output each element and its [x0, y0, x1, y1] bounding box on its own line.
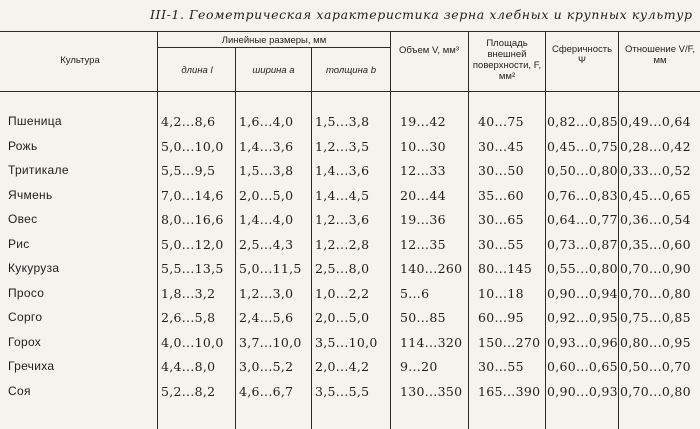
header-crop: Культура — [60, 55, 100, 66]
area-cell: 60...95 — [478, 310, 524, 325]
crop-cell: Сорго — [8, 310, 43, 324]
volume-cell: 5...6 — [400, 286, 430, 301]
length-cell: 7,0...14,6 — [161, 188, 224, 203]
ratio-cell: 0,70...0,80 — [620, 286, 691, 301]
area-cell: 30...55 — [478, 237, 524, 252]
ratio-cell: 0,70...0,90 — [620, 261, 691, 276]
table-title: III-1. Геометрическая характеристика зерна хлебных и крупных культур — [150, 7, 693, 22]
crop-cell: Кукуруза — [8, 261, 60, 275]
ratio-cell: 0,75...0,85 — [620, 310, 691, 325]
crop-cell: Просо — [8, 286, 45, 300]
width-cell: 1,6...4,0 — [239, 114, 294, 129]
length-cell: 4,4...8,0 — [161, 359, 216, 374]
volume-cell: 12...33 — [400, 163, 446, 178]
width-cell: 3,7...10,0 — [239, 335, 302, 350]
sphericity-cell: 0,60...0,65 — [547, 359, 618, 374]
header-bottom-rule — [0, 91, 700, 92]
header-ratio: Отношение V/F, мм — [624, 44, 696, 66]
ratio-cell: 0,49...0,64 — [620, 114, 691, 129]
area-cell: 150...270 — [478, 335, 541, 350]
volume-cell: 140...260 — [400, 261, 463, 276]
width-cell: 1,5...3,8 — [239, 163, 294, 178]
crop-cell: Горох — [8, 335, 42, 349]
thickness-cell: 2,0...4,2 — [315, 359, 370, 374]
sphericity-cell: 0,55...0,80 — [547, 261, 618, 276]
header-sphericity: Сферичность Ψ — [551, 44, 613, 66]
length-cell: 5,5...9,5 — [161, 163, 216, 178]
area-cell: 30...55 — [478, 359, 524, 374]
ratio-cell: 0,80...0,95 — [620, 335, 691, 350]
area-cell: 30...45 — [478, 139, 524, 154]
volume-cell: 12...35 — [400, 237, 446, 252]
width-cell: 2,5...4,3 — [239, 237, 294, 252]
volume-cell: 114...320 — [400, 335, 463, 350]
sphericity-cell: 0,90...0,94 — [547, 286, 618, 301]
col-divider — [311, 48, 312, 429]
thickness-cell: 1,0...2,2 — [315, 286, 370, 301]
sphericity-cell: 0,50...0,80 — [547, 163, 618, 178]
ratio-cell: 0,45...0,65 — [620, 188, 691, 203]
thickness-cell: 3,5...5,5 — [315, 384, 370, 399]
col-divider — [545, 32, 546, 429]
top-rule — [0, 31, 700, 32]
sphericity-cell: 0,73...0,87 — [547, 237, 618, 252]
width-cell: 1,2...3,0 — [239, 286, 294, 301]
col-divider — [468, 32, 469, 429]
length-cell: 4,0...10,0 — [161, 335, 224, 350]
crop-cell: Тритикале — [8, 163, 69, 177]
width-cell: 1,4...3,6 — [239, 139, 294, 154]
col-divider — [157, 32, 158, 429]
crop-cell: Пшеница — [8, 114, 62, 128]
volume-cell: 20...44 — [400, 188, 446, 203]
length-cell: 4,2...8,6 — [161, 114, 216, 129]
sphericity-cell: 0,76...0,83 — [547, 188, 618, 203]
crop-cell: Овес — [8, 212, 38, 226]
sphericity-cell: 0,93...0,96 — [547, 335, 618, 350]
area-cell: 40...75 — [478, 114, 524, 129]
width-cell: 2,0...5,0 — [239, 188, 294, 203]
ratio-cell: 0,28...0,42 — [620, 139, 691, 154]
length-cell: 8,0...16,6 — [161, 212, 224, 227]
volume-cell: 10...30 — [400, 139, 446, 154]
length-cell: 5,2...8,2 — [161, 384, 216, 399]
ratio-cell: 0,70...0,80 — [620, 384, 691, 399]
thickness-cell: 2,5...8,0 — [315, 261, 370, 276]
crop-cell: Рис — [8, 237, 30, 251]
ratio-cell: 0,50...0,70 — [620, 359, 691, 374]
area-cell: 10...18 — [478, 286, 524, 301]
length-cell: 2,6...5,8 — [161, 310, 216, 325]
linear-group-rule — [157, 47, 390, 48]
volume-cell: 19...42 — [400, 114, 446, 129]
col-divider — [390, 32, 391, 429]
length-cell: 5,5...13,5 — [161, 261, 224, 276]
thickness-cell: 1,4...3,6 — [315, 163, 370, 178]
header-length: длина l — [181, 65, 213, 76]
ratio-cell: 0,33...0,52 — [620, 163, 691, 178]
width-cell: 5,0...11,5 — [239, 261, 302, 276]
col-divider — [618, 32, 619, 429]
sphericity-cell: 0,64...0,77 — [547, 212, 618, 227]
header-area: Площадь внешней поверхности, F, мм² — [472, 38, 542, 82]
thickness-cell: 1,2...2,8 — [315, 237, 370, 252]
header-width: ширина a — [252, 65, 295, 76]
length-cell: 5,0...12,0 — [161, 237, 224, 252]
thickness-cell: 3,5...10,0 — [315, 335, 378, 350]
width-cell: 2,4...5,6 — [239, 310, 294, 325]
thickness-cell: 1,4...4,5 — [315, 188, 370, 203]
area-cell: 35...60 — [478, 188, 524, 203]
volume-cell: 50...85 — [400, 310, 446, 325]
sphericity-cell: 0,90...0,93 — [547, 384, 618, 399]
width-cell: 1,4...4,0 — [239, 212, 294, 227]
length-cell: 1,8...3,2 — [161, 286, 216, 301]
length-cell: 5,0...10,0 — [161, 139, 224, 154]
width-cell: 3,0...5,2 — [239, 359, 294, 374]
crop-cell: Соя — [8, 384, 31, 398]
ratio-cell: 0,35...0,60 — [620, 237, 691, 252]
area-cell: 30...50 — [478, 163, 524, 178]
header-thickness: толщина b — [325, 65, 377, 76]
crop-cell: Гречиха — [8, 359, 55, 373]
thickness-cell: 2,0...5,0 — [315, 310, 370, 325]
sphericity-cell: 0,92...0,95 — [547, 310, 618, 325]
volume-cell: 9...20 — [400, 359, 438, 374]
thickness-cell: 1,5...3,8 — [315, 114, 370, 129]
col-divider — [235, 48, 236, 429]
area-cell: 165...390 — [478, 384, 541, 399]
area-cell: 30...65 — [478, 212, 524, 227]
thickness-cell: 1,2...3,5 — [315, 139, 370, 154]
thickness-cell: 1,2...3,6 — [315, 212, 370, 227]
ratio-cell: 0,36...0,54 — [620, 212, 691, 227]
width-cell: 4,6...6,7 — [239, 384, 294, 399]
sphericity-cell: 0,82...0,85 — [547, 114, 618, 129]
volume-cell: 130...350 — [400, 384, 463, 399]
volume-cell: 19...36 — [400, 212, 446, 227]
header-linear-sizes: Линейные размеры, мм — [221, 35, 327, 46]
crop-cell: Рожь — [8, 139, 38, 153]
area-cell: 80...145 — [478, 261, 533, 276]
header-volume: Объем V, мм³ — [399, 45, 459, 56]
crop-cell: Ячмень — [8, 188, 53, 202]
sphericity-cell: 0,45...0,75 — [547, 139, 618, 154]
